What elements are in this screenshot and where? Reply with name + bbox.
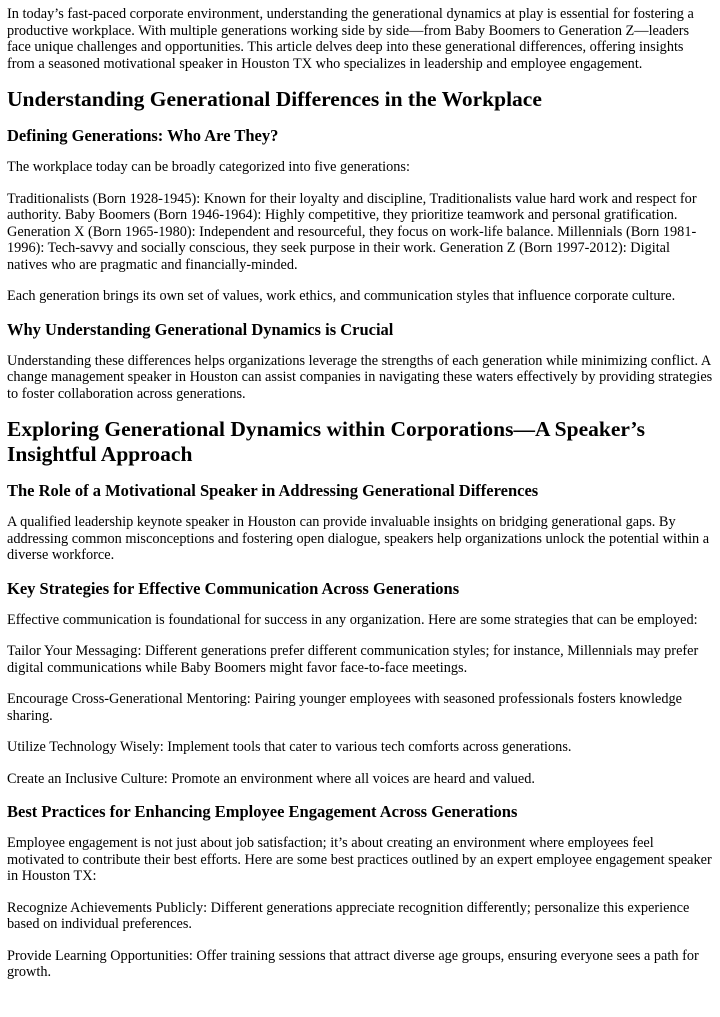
- paragraph: Tailor Your Messaging: Different generations prefer different communication styles; for instance, Millennials may prefer digital communications while Baby Boomers might favor face-to-face meetings.: [7, 643, 699, 676]
- paragraph: Utilize Technology Wisely: Implement tools that cater to various tech comforts across generations.: [7, 739, 572, 755]
- paragraph: Effective communication is foundational for success in any organization. Here are some strategies that can be employed:: [7, 611, 698, 628]
- subheading-why-crucial: Why Understanding Generational Dynamics is Crucial: [7, 319, 394, 339]
- paragraph: Encourage Cross-Generational Mentoring: Pairing younger employees with seasoned professionals fosters knowledge sharing.: [7, 691, 682, 724]
- paragraph: Create an Inclusive Culture: Promote an environment where all voices are heard and valued.: [7, 770, 535, 787]
- subheading-defining-generations: Defining Generations: Who Are They?: [7, 126, 279, 145]
- section-heading-exploring-dynamics: Exploring Generational Dynamics within Corporations—A Speaker’s Insightful Approach: [7, 417, 646, 466]
- paragraph: Each generation brings its own set of values, work ethics, and communication styles that influence corporate culture.: [7, 288, 676, 304]
- subheading-best-practices: Best Practices for Enhancing Employee Engagement Across Generations: [7, 802, 518, 821]
- intro-paragraph: In today’s fast-paced corporate environment, understanding the generational dynamics at play is essential for fostering a productive workplace. With multiple generations working side by side—from Baby Boomers to Generation Z—leaders face unique challenges and opportunities. This article delves deep into these generational differences, offering insights from a seasoned motivational speaker in Houston TX who specializes in leadership and employee engagement.: [7, 6, 694, 72]
- subheading-role-of-speaker: The Role of a Motivational Speaker in Addressing Generational Differences: [7, 481, 539, 500]
- paragraph: Provide Learning Opportunities: Offer training sessions that attract diverse age groups, ensuring everyone sees a path for growth.: [7, 947, 699, 980]
- paragraph: Recognize Achievements Publicly: Different generations appreciate recognition differently; personalize this experience based on individual preferences.: [7, 899, 690, 932]
- paragraph: Understanding these differences helps organizations leverage the strengths of each generation while minimizing conflict. A change management speaker in Houston can assist companies in navigating these waters effectively by providing strategies to foster collaboration across generations.: [7, 352, 713, 402]
- paragraph: The workplace today can be broadly categorized into five generations:: [7, 159, 410, 175]
- section-heading-generational-differences: Understanding Generational Differences in the Workplace: [7, 87, 542, 111]
- paragraph: A qualified leadership keynote speaker in Houston can provide invaluable insights on bridging generational gaps. By addressing common misconceptions and fostering open dialogue, speakers help organizations unlock the potential within a diverse workforce.: [7, 514, 710, 563]
- paragraph: Employee engagement is not just about job satisfaction; it’s about creating an environment where employees feel motivated to contribute their best efforts. Here are some best practices outlined by an expert employee engagement speaker in Houston TX:: [7, 835, 712, 884]
- subheading-key-strategies: Key Strategies for Effective Communication Across Generations: [7, 578, 460, 598]
- paragraph: Traditionalists (Born 1928-1945): Known for their loyalty and discipline, Traditionalists value hard work and respect for authority. Baby Boomers (Born 1946-1964): Highly competitive, they prioritize teamwork and personal gratification. Generation X (Born 1965-1980): Independent and resourceful, they focus on work-life balance. Millennials (Born 1981-1996): Tech-savvy and socially conscious, they seek purpose in their work. Generation Z (Born 1997-2012): Digital natives who are pragmatic and financially-minded.: [7, 190, 697, 273]
